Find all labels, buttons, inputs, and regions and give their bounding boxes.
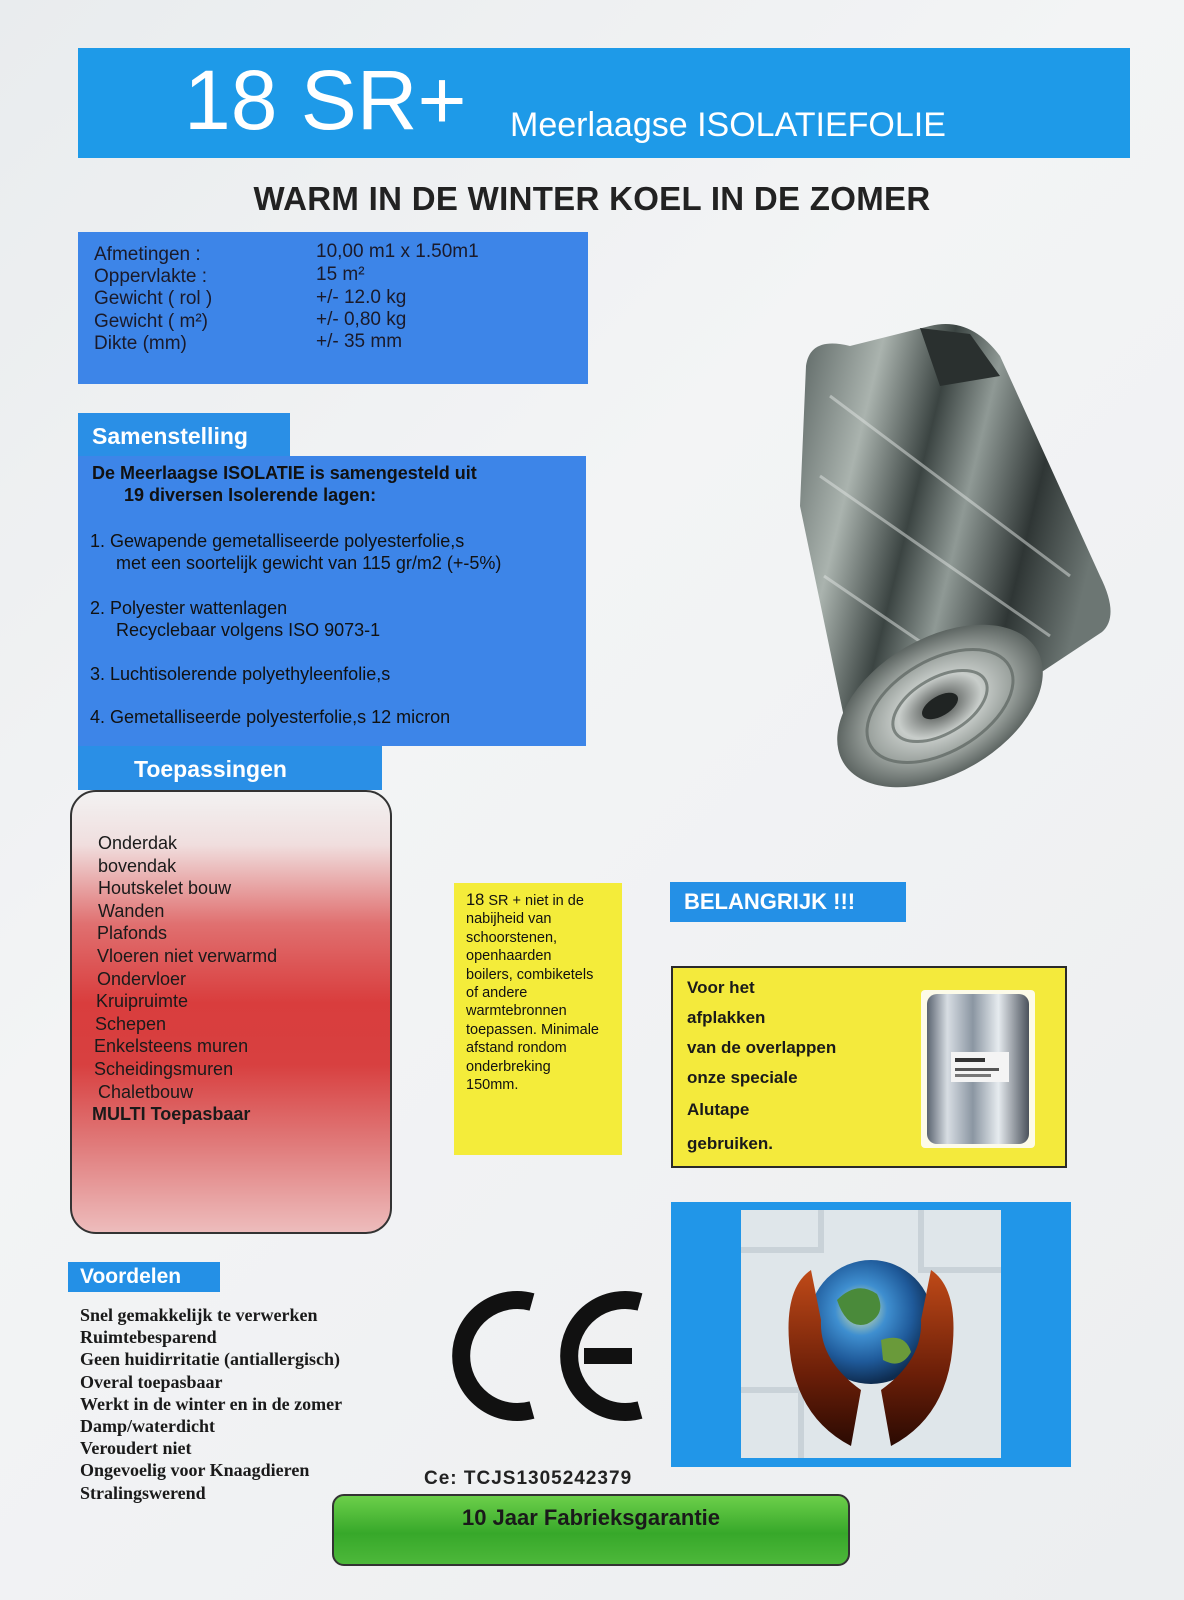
- list-item: Werkt in de winter en in de zomer: [80, 1393, 343, 1414]
- warning-line: schoorstenen,: [466, 929, 558, 946]
- spec-row: [94, 331, 403, 355]
- list-item: Houtskelet bouw: [98, 878, 232, 899]
- spec-label: Dikte (mm): [94, 333, 187, 354]
- header-banner: [78, 48, 1130, 158]
- belangrijk-line: Alutape: [687, 1100, 750, 1119]
- belangrijk-line: van de overlappen: [687, 1038, 837, 1057]
- samenstelling-item-line: Recyclebaar volgens ISO 9073-1: [116, 620, 381, 640]
- spec-value: 15 m²: [316, 264, 365, 285]
- warning-line: afstand rondom: [466, 1040, 567, 1057]
- alutape-image: [921, 990, 1035, 1148]
- spec-value: +/- 35 mm: [316, 331, 403, 352]
- earth-in-hands-image: [741, 1210, 1001, 1458]
- spec-value: +/- 12.0 kg: [316, 287, 407, 308]
- samenstelling-item: [90, 530, 501, 574]
- toepassingen-heading: Toepassingen: [78, 746, 382, 790]
- samenstelling-intro-line: De Meerlaagse ISOLATIE is samengesteld uit: [92, 463, 477, 483]
- list-item: Plafonds: [97, 923, 168, 944]
- spec-label: Gewicht ( m²): [94, 311, 208, 332]
- list-item: Overal toepasbaar: [80, 1371, 223, 1392]
- guarantee-banner: 10 Jaar Fabrieksgarantie: [332, 1494, 850, 1566]
- list-item: Ruimtebesparend: [80, 1327, 217, 1348]
- warning-line: toepassen. Minimale: [466, 1021, 599, 1038]
- spec-row: [94, 287, 407, 310]
- spec-row: [94, 241, 479, 266]
- warning-lead: 18: [466, 891, 485, 909]
- warning-line: nabijheid van: [466, 911, 552, 928]
- warning-line: warmtebronnen: [466, 1003, 567, 1020]
- spec-label: Oppervlakte :: [94, 266, 207, 287]
- samenstelling-item: [90, 597, 380, 641]
- product-subtitle: Meerlaagse ISOLATIEFOLIE: [510, 106, 946, 144]
- list-item: Chaletbouw: [98, 1081, 194, 1102]
- toepassingen-box: [70, 790, 392, 1234]
- list-item: Damp/waterdicht: [80, 1416, 215, 1437]
- spec-value: +/- 0,80 kg: [316, 309, 407, 330]
- belangrijk-line: afplakken: [687, 1008, 766, 1027]
- list-item: Geen huidirritatie (antiallergisch): [80, 1349, 340, 1370]
- samenstelling-intro-line: 19 diversen Isolerende lagen:: [124, 485, 377, 505]
- warning-line: of andere: [466, 985, 528, 1002]
- list-item: Ongevoelig voor Knaagdieren: [80, 1460, 310, 1481]
- belangrijk-box: [671, 966, 1067, 1168]
- product-code: 18 SR+: [184, 53, 467, 147]
- warning-lead-rest: SR + niet in de: [484, 893, 584, 909]
- list-item: Scheidingsmuren: [94, 1058, 234, 1079]
- ce-mark-logo: [434, 1290, 654, 1422]
- belangrijk-line: onze speciale: [687, 1068, 798, 1087]
- spec-label: Gewicht ( rol ): [94, 288, 213, 309]
- specifications-box: [78, 232, 588, 384]
- warning-text: [466, 891, 616, 1094]
- warning-line: boilers, combiketels: [466, 966, 594, 983]
- tagline: WARM IN DE WINTER KOEL IN DE ZOMER: [253, 180, 931, 217]
- list-item: Stralingswerend: [80, 1482, 206, 1503]
- warning-line: [466, 891, 616, 910]
- warning-line: 150mm.: [466, 1077, 519, 1094]
- toepassingen-list: [94, 832, 384, 1126]
- spec-row: [94, 264, 365, 288]
- list-item: Onderdak: [98, 833, 178, 853]
- spec-row: [94, 309, 407, 333]
- warning-line: onderbreking: [466, 1058, 551, 1075]
- samenstelling-item-line: 4. Gemetalliseerde polyesterfolie,s 12 micron: [90, 707, 451, 727]
- samenstelling-box: [78, 456, 586, 746]
- voordelen-list: [80, 1304, 342, 1504]
- list-item: Vloeren niet verwarmd: [97, 945, 278, 966]
- list-item: Wanden: [98, 900, 165, 921]
- samenstelling-intro: [92, 462, 477, 506]
- list-item: Ondervloer: [97, 968, 187, 989]
- belangrijk-line: Voor het: [687, 978, 755, 997]
- warning-line: openhaarden: [466, 948, 552, 965]
- samenstelling-item-line: 3. Luchtisolerende polyethyleenfolie,s: [90, 664, 391, 684]
- ce-code: Ce: TCJS1305242379: [424, 1468, 633, 1489]
- samenstelling-item: [90, 706, 450, 728]
- list-item: bovendak: [98, 855, 177, 876]
- list-item: Snel gemakkelijk te verwerken: [80, 1305, 318, 1325]
- insulation-roll-image: [740, 276, 1160, 796]
- voordelen-heading: Voordelen: [68, 1262, 220, 1292]
- warning-box: [454, 883, 622, 1155]
- belangrijk-line: gebruiken.: [687, 1134, 773, 1153]
- samenstelling-item-line: 2. Polyester wattenlagen: [90, 598, 288, 618]
- samenstelling-heading: Samenstelling: [78, 413, 290, 457]
- earth-image-frame: [671, 1202, 1071, 1467]
- belangrijk-heading: BELANGRIJK !!!: [670, 882, 906, 922]
- list-item: Enkelsteens muren: [94, 1036, 249, 1057]
- samenstelling-item-line: met een soortelijk gewicht van 115 gr/m2 (+-5%): [116, 553, 502, 573]
- spec-label: Afmetingen :: [94, 244, 201, 265]
- list-item: Veroudert niet: [80, 1438, 192, 1459]
- toepassingen-footer: MULTI Toepasbaar: [92, 1104, 251, 1125]
- samenstelling-item-line: 1. Gewapende gemetalliseerde polyesterfolie,s: [90, 531, 465, 551]
- list-item: Schepen: [95, 1013, 167, 1034]
- samenstelling-item: [90, 663, 390, 685]
- spec-value: 10,00 m1 x 1.50m1: [316, 241, 479, 262]
- list-item: Kruipruimte: [96, 991, 189, 1012]
